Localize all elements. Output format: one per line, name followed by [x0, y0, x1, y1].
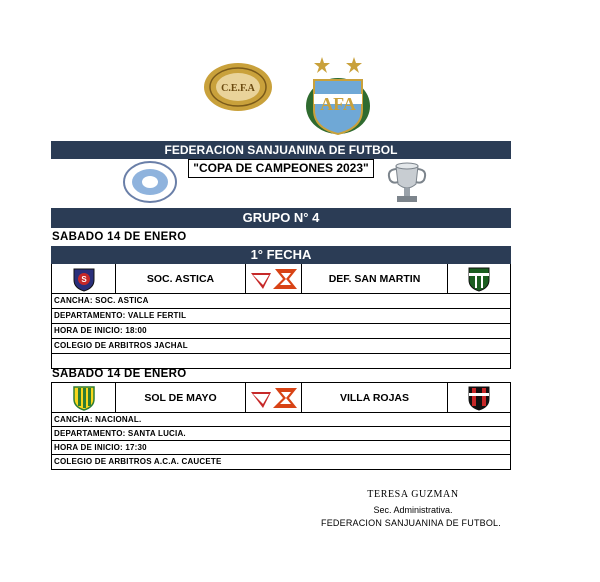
afa-logo [300, 54, 376, 136]
departamento-row: DEPARTAMENTO: VALLE FERTIL [52, 309, 510, 324]
signature-federation: FEDERACION SANJUANINA DE FUTBOL. [321, 518, 501, 528]
home-crest [52, 383, 116, 412]
match-card [51, 264, 511, 369]
empty-row [52, 354, 510, 368]
hora-row: HORA DE INICIO: 18:00 [52, 324, 510, 339]
match-row [52, 383, 510, 413]
svg-text:C.E.F.A: C.E.F.A [221, 83, 255, 94]
soc-astica-crest-icon [71, 266, 97, 292]
sol-de-mayo-crest-icon [72, 385, 96, 411]
home-team: SOL DE MAYO [116, 383, 246, 412]
colegio-row: COLEGIO DE ARBITROS JACHAL [52, 339, 510, 354]
match-date: SABADO 14 DE ENERO [52, 231, 187, 243]
federation-header: FEDERACION SANJUANINA DE FUTBOL [51, 141, 511, 159]
versus-icon [249, 267, 299, 291]
cancha-row: CANCHA: NACIONAL. [52, 413, 510, 427]
match-card [51, 382, 511, 470]
federation-crest-icon [122, 160, 178, 204]
home-team: SOC. ASTICA [116, 264, 246, 293]
svg-text:AFA: AFA [320, 94, 356, 114]
away-team: DEF. SAN MARTIN [302, 264, 448, 293]
hora-row: HORA DE INICIO: 17:30 [52, 441, 510, 455]
versus-icon [249, 386, 299, 410]
signature-name: TERESA GUZMAN [367, 489, 459, 500]
departamento-row: DEPARTAMENTO: SANTA LUCIA. [52, 427, 510, 441]
def-san-martin-crest-icon [467, 266, 491, 292]
away-crest [448, 383, 510, 412]
signature-role: Sec. Administrativa. [373, 505, 453, 515]
svg-text:S: S [80, 274, 87, 284]
trophy-icon [382, 160, 432, 208]
cup-title: "COPA DE CAMPEONES 2023" [188, 159, 374, 178]
away-team: VILLA ROJAS [302, 383, 448, 412]
versus-cell [246, 383, 302, 412]
versus-cell [246, 264, 302, 293]
home-crest [52, 264, 116, 293]
away-crest [448, 264, 510, 293]
cefa-logo [203, 62, 273, 112]
colegio-row: COLEGIO DE ARBITROS A.C.A. CAUCETE [54, 457, 222, 466]
match-date: SABADO 14 DE ENERO [52, 368, 187, 380]
group-title: GRUPO N° 4 [51, 208, 511, 228]
villa-rojas-crest-icon [467, 385, 491, 411]
match-row [52, 264, 510, 294]
fecha-title: 1° FECHA [51, 246, 511, 264]
cancha-row: CANCHA: SOC. ASTICA [52, 294, 510, 309]
